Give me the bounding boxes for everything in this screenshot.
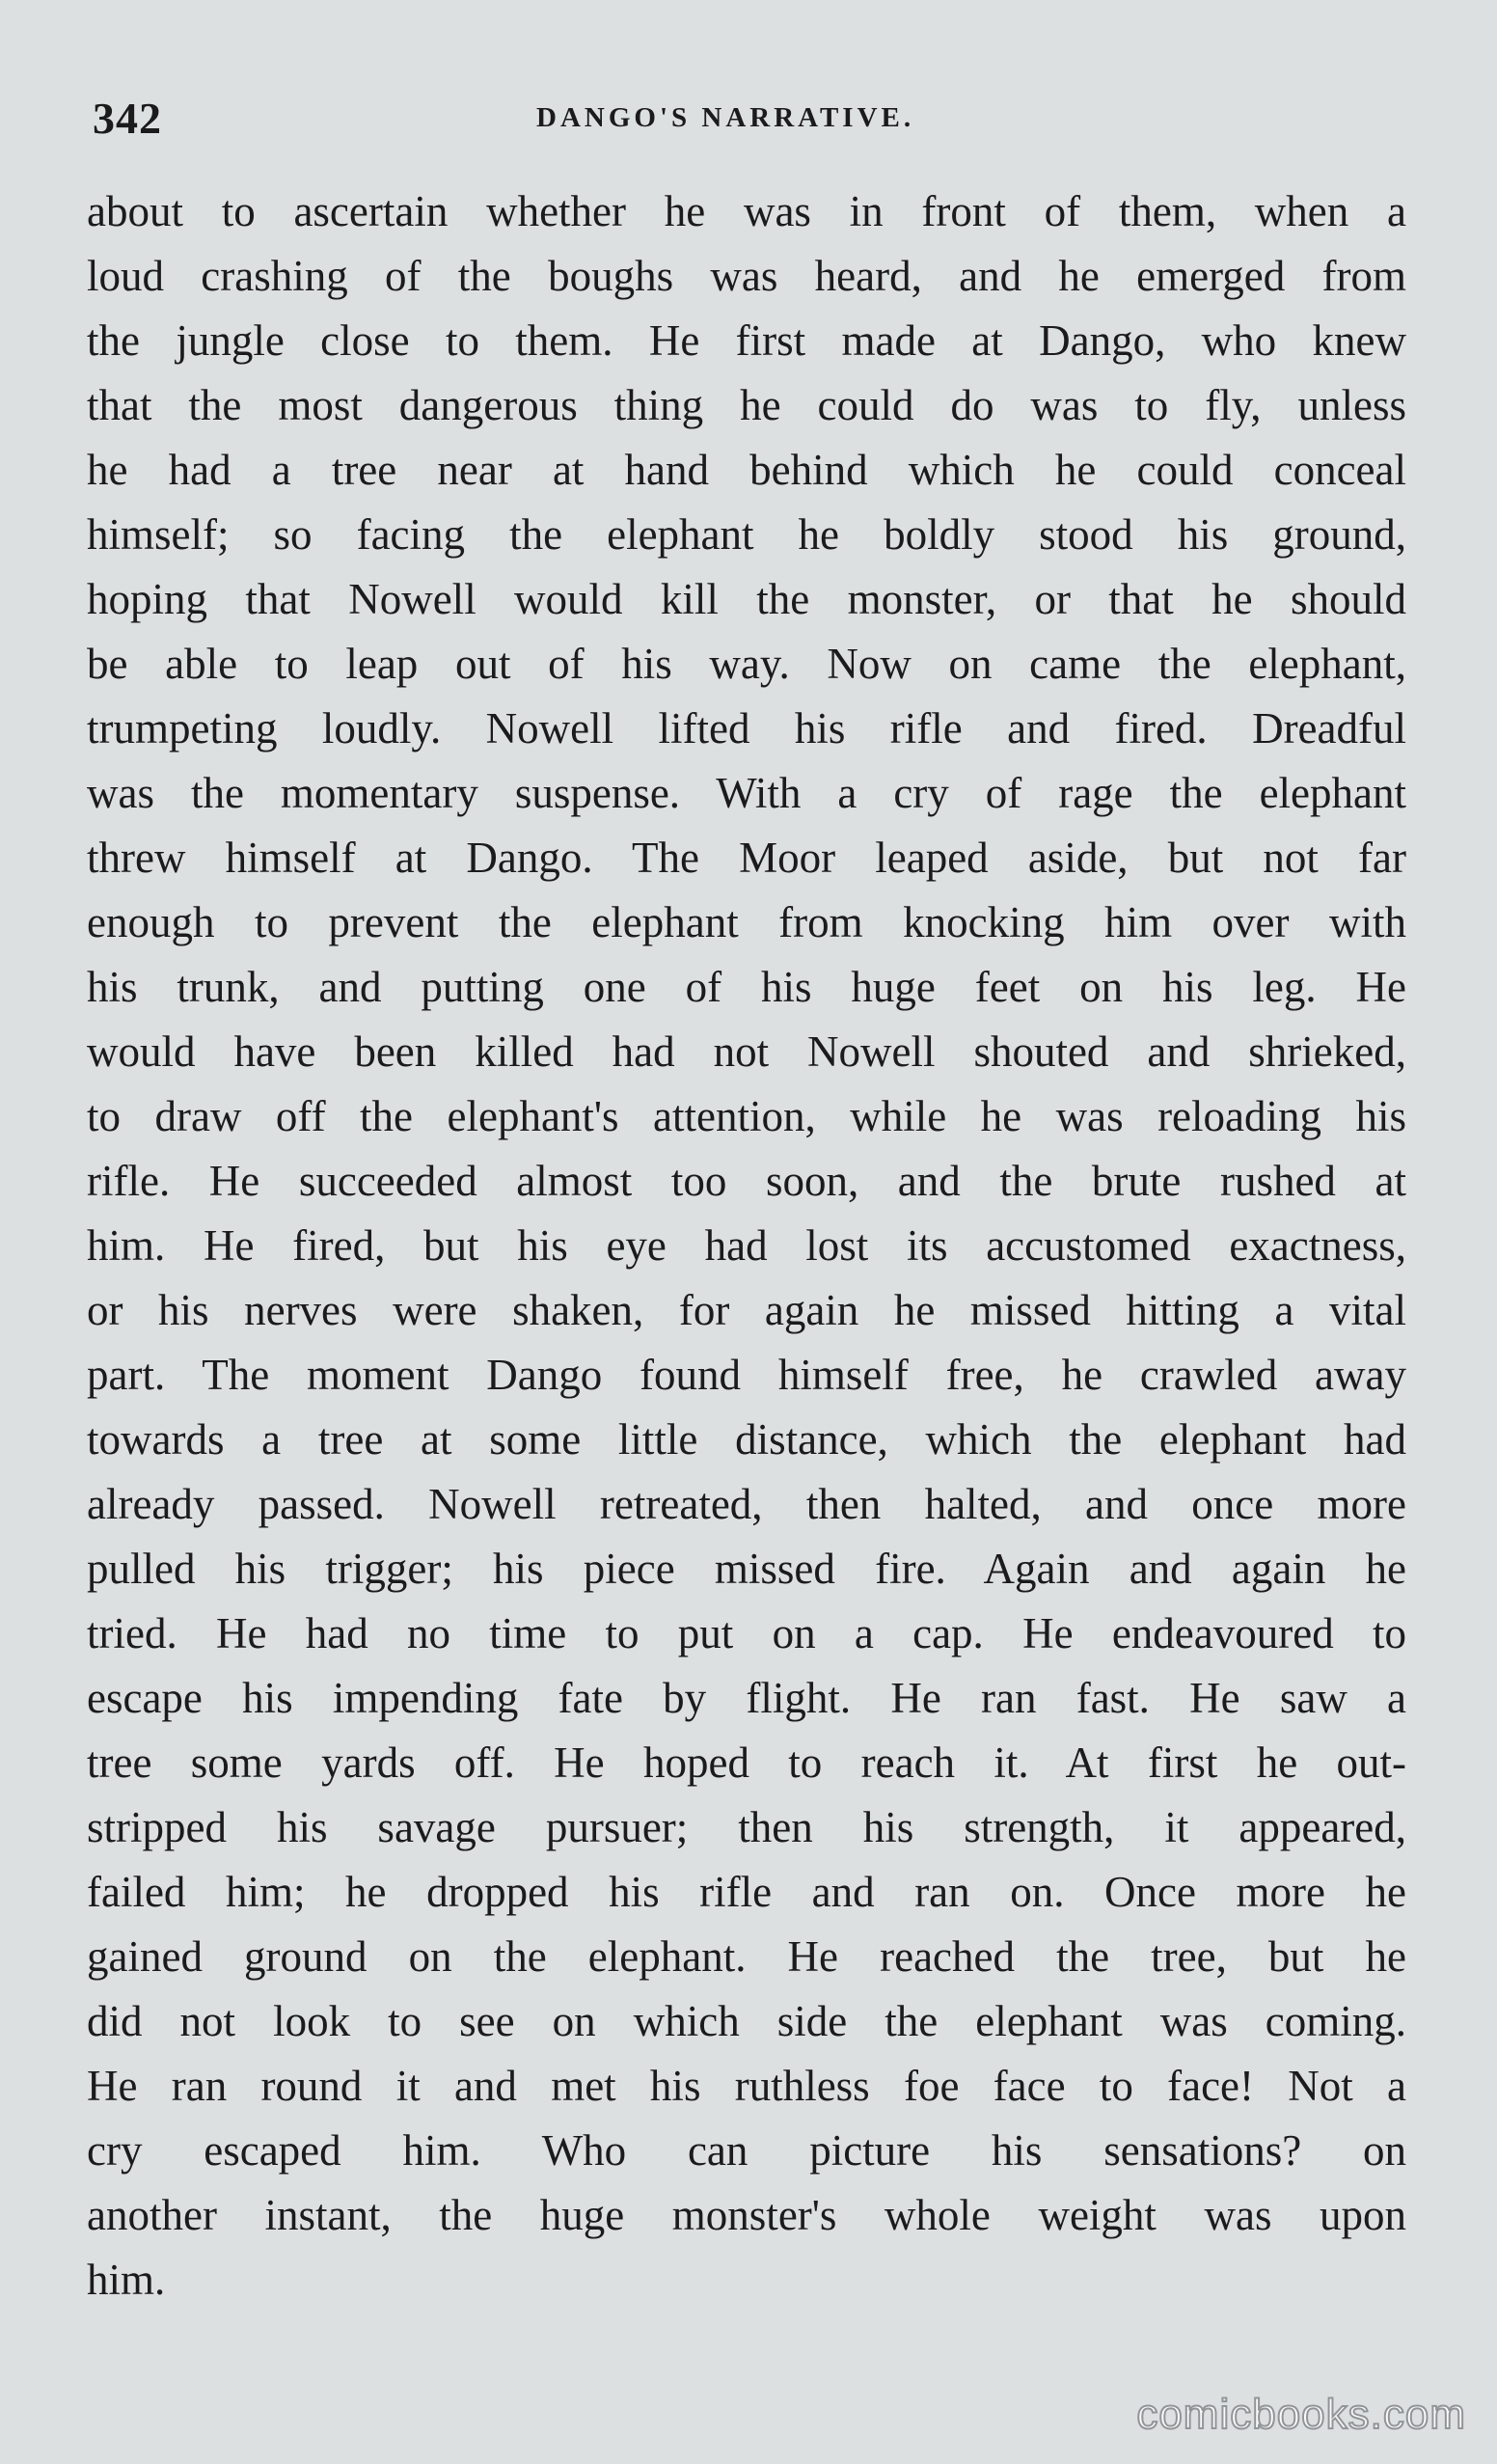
text-line: pulled his trigger; his piece missed fire. Again and again he (87, 1545, 1406, 1593)
text-line: loud crashing of the boughs was heard, and he emerged from (87, 252, 1406, 300)
watermark: comicbooks.com (1136, 2391, 1466, 2438)
text-line: failed him; he dropped his rifle and ran on. Once more he (87, 1868, 1406, 1916)
text-line: another instant, the huge monster's whole weight was upon (87, 2191, 1406, 2239)
text-line: his trunk, and putting one of his huge feet on his leg. He (87, 963, 1406, 1011)
text-line: did not look to see on which side the elephant was coming. (87, 1997, 1406, 2045)
text-line: hoping that Nowell would kill the monster, or that he should (87, 575, 1406, 623)
text-line: gained ground on the elephant. He reached the tree, but he (87, 1932, 1406, 1981)
text-line: himself; so facing the elephant he boldly stood his ground, (87, 510, 1406, 559)
text-line: threw himself at Dango. The Moor leaped aside, but not far (87, 834, 1406, 882)
body-text (87, 179, 1406, 2313)
text-line: stripped his savage pursuer; then his strength, it appeared, (87, 1803, 1406, 1851)
text-line: already passed. Nowell retreated, then halted, and once more (87, 1480, 1406, 1528)
text-line: was the momentary suspense. With a cry of rage the elephant (87, 769, 1406, 817)
running-head (93, 87, 1404, 145)
text-line: or his nerves were shaken, for again he missed hitting a vital (87, 1286, 1406, 1334)
page-number: 342 (93, 94, 162, 143)
text-line: he had a tree near at hand behind which he could conceal (87, 446, 1406, 494)
text-line: that the most dangerous thing he could do was to fly, unless (87, 381, 1406, 429)
text-line: to draw off the elephant's attention, while he was reloading his (87, 1092, 1406, 1140)
text-line: be able to leap out of his way. Now on came the elephant, (87, 640, 1406, 688)
text-line: trumpeting loudly. Nowell lifted his rifle and fired. Dreadful (87, 704, 1406, 753)
text-line: escape his impending fate by flight. He ran fast. He saw a (87, 1674, 1406, 1722)
text-line: cry escaped him. Who can picture his sensations? on (87, 2126, 1406, 2175)
text-line: tried. He had no time to put on a cap. He endeavoured to (87, 1609, 1406, 1657)
text-line: enough to prevent the elephant from knocking him over with (87, 898, 1406, 946)
text-line: towards a tree at some little distance, which the elephant had (87, 1415, 1406, 1464)
text-line: part. The moment Dango found himself free, he crawled away (87, 1351, 1406, 1399)
text-line: would have been killed had not Nowell shouted and shrieked, (87, 1027, 1406, 1076)
text-line: He ran round it and met his ruthless foe face to face! Not a (87, 2062, 1406, 2110)
text-line: him. He fired, but his eye had lost its accustomed exactness, (87, 1221, 1406, 1270)
text-line: rifle. He succeeded almost too soon, and the brute rushed at (87, 1157, 1406, 1205)
text-line: tree some yards off. He hoped to reach it. At first he out- (87, 1738, 1406, 1787)
text-line: about to ascertain whether he was in front of them, when a (87, 187, 1406, 235)
running-title: DANGO'S NARRATIVE. (536, 102, 915, 133)
text-line: the jungle close to them. He first made at Dango, who knew (87, 316, 1406, 365)
text-line: him. (87, 2256, 166, 2304)
